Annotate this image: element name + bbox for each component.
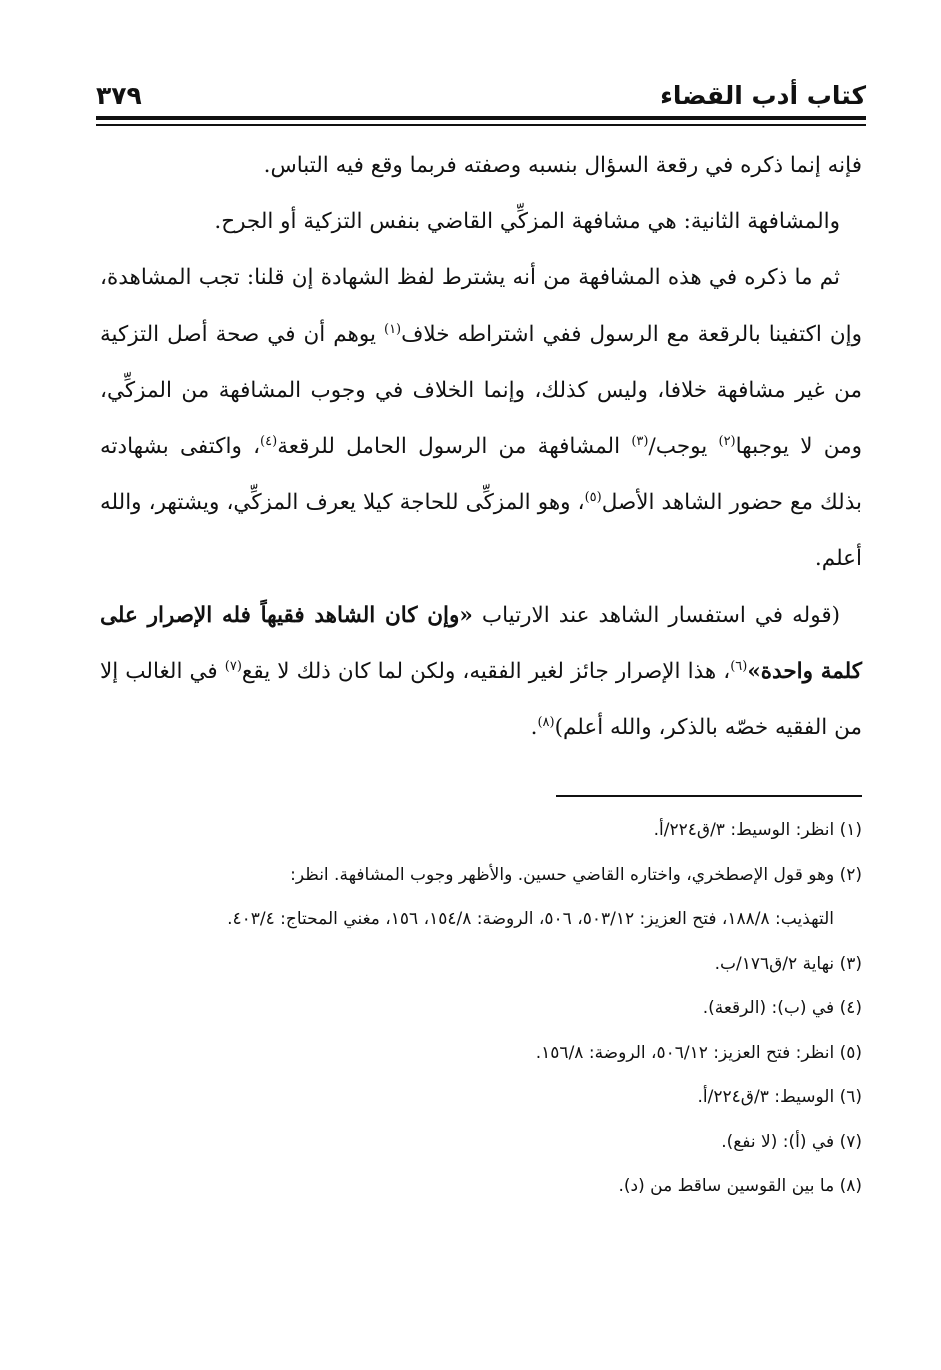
quoted-text-bold: «وإن كان الشاهد فقيهاً فله الإصرار على كلمة واحدة» bbox=[100, 602, 863, 684]
footnote-3: (٣) نهاية ٢/ق١٧٦/ب. bbox=[714, 953, 862, 974]
text-run: ، وهو المزكِّى للحاجة كيلا يعرف المزكِّي، ويشتهر، والله أعلم. bbox=[100, 490, 862, 572]
footnote-ref-3: (٣) bbox=[631, 433, 649, 449]
footnote-1: (١) انظر: الوسيط: ٣/ق٢٢٤/أ. bbox=[653, 820, 862, 840]
footnote-separator bbox=[556, 795, 862, 797]
header-rule-thin bbox=[96, 124, 866, 126]
footnote-8: (٨) ما بين القوسين ساقط من (د). bbox=[618, 1176, 862, 1196]
text-run: ، واكتفى بشهادته بذلك مع حضور الشاهد الأصل bbox=[100, 434, 862, 516]
footnote-ref-1: (١) bbox=[383, 321, 402, 337]
page-header bbox=[96, 78, 866, 112]
footnote-6: (٦) الوسيط: ٣/ق٢٢٤/أ. bbox=[697, 1087, 862, 1107]
header-rule-thick bbox=[96, 116, 866, 120]
text-run: في الغالب إلا من الفقيه خصّه بالذكر، والله أعلم) bbox=[100, 658, 862, 741]
footnote-ref-4: (٤) bbox=[260, 433, 278, 449]
paragraph-3 bbox=[100, 250, 862, 587]
text-run: (قوله في استفسار الشاهد عند الارتياب bbox=[472, 602, 840, 628]
text-run: يوهم أن في صحة أصل التزكية من غير مشافهة خلافا، وليس كذلك، وإنما الخلاف في وجوب المشافهة من المزكِّي، ومن لا يوجبها bbox=[100, 321, 862, 460]
text-run: . bbox=[530, 715, 538, 741]
footnote-5: (٥) انظر: فتح العزيز: ٥٠٦/١٢، الروضة: ١٥٦/٨. bbox=[535, 1042, 862, 1063]
text-run: ثم ما ذكره في هذه المشافهة من أنه يشترط لفظ الشهادة إن قلنا: تجب المشاهدة، وإن اكتفينا بالرقعة مع الرسول ففي اشتراطه خلاف bbox=[100, 265, 862, 347]
footnote-ref-6: (٦) bbox=[730, 658, 748, 674]
paragraph-1: فإنه إنما ذكره في رقعة السؤال بنسبه وصفته فربما وقع فيه التباس. bbox=[263, 153, 862, 178]
paragraph-4 bbox=[100, 588, 862, 757]
footnote-ref-8: (٨) bbox=[537, 714, 555, 730]
running-title: كتاب أدب القضاء bbox=[660, 80, 866, 110]
footnote-7: (٧) في (أ): (لا نفع). bbox=[721, 1131, 862, 1152]
text-run: يوجب/ bbox=[648, 434, 719, 460]
paragraph-2: والمشافهة الثانية: هي مشافهة المزكِّي القاضي بنفس التزكية أو الجرح. bbox=[214, 209, 840, 235]
footnote-4: (٤) في (ب): (الرقعة). bbox=[702, 998, 862, 1018]
text-run: ، هذا الإصرار جائز لغير الفقيه، ولكن لما كان ذلك لا يقع bbox=[241, 658, 731, 684]
footnote-2: (٢) وهو قول الإصطخري، واختاره القاضي حسين. والأظهر وجوب المشافهة. انظر: bbox=[290, 864, 862, 885]
footnote-2-continued: التهذيب: ١٨٨/٨، فتح العزيز: ٥٠٣/١٢، ٥٠٦، الروضة: ١٥٤/٨، ١٥٦، مغني المحتاج: ٤٠٣/٤. bbox=[227, 909, 834, 929]
footnote-ref-5: (٥) bbox=[584, 490, 602, 506]
footnote-ref-2: (٢) bbox=[718, 433, 736, 449]
main-text bbox=[100, 138, 862, 756]
text-run: المشافهة من الرسول الحامل للرقعة bbox=[277, 434, 632, 460]
page-number: ٣٧٩ bbox=[96, 80, 142, 110]
footnote-ref-7: (٧) bbox=[224, 658, 242, 674]
footnotes bbox=[100, 808, 862, 1209]
